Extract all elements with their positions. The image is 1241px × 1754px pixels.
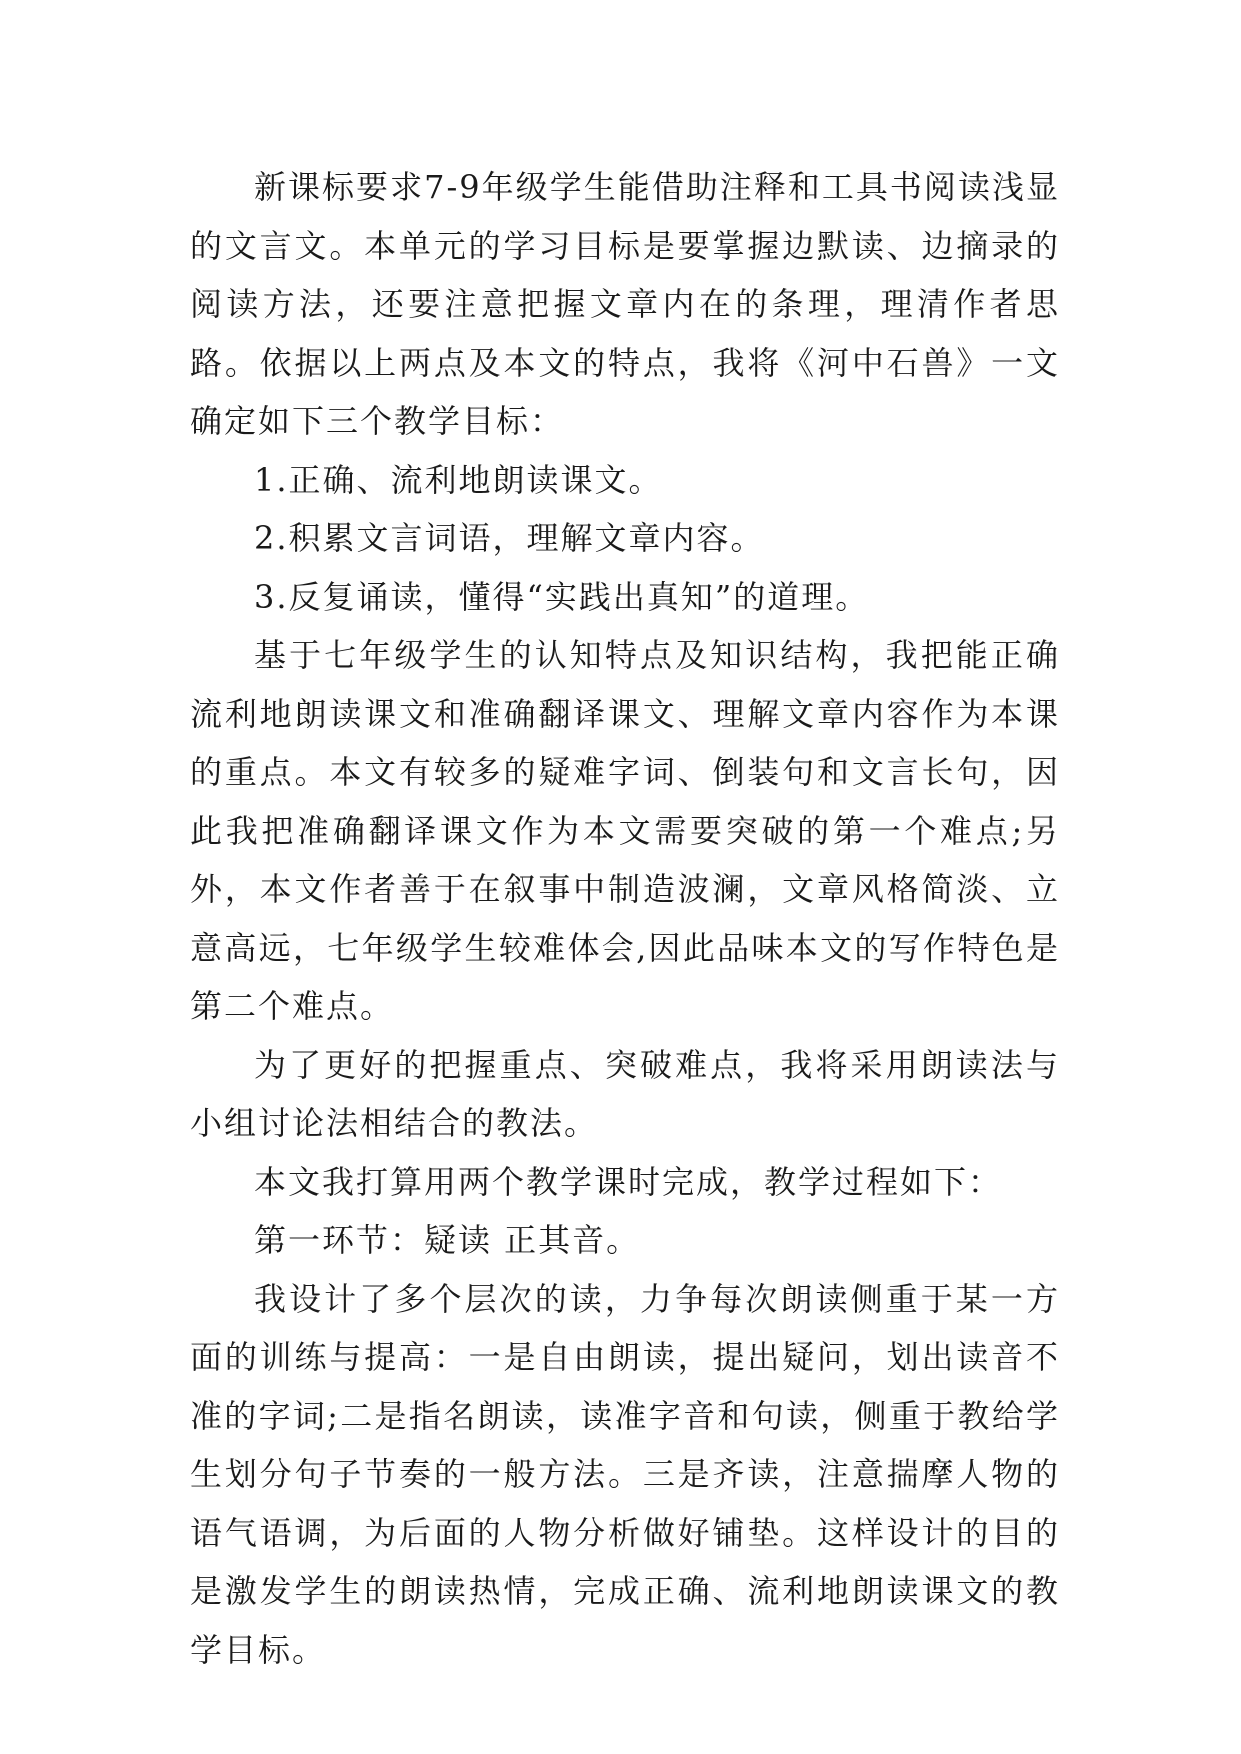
paragraph-goal-1: 1.正确、流利地朗读课文。 <box>254 460 663 499</box>
document-body <box>190 158 1060 1679</box>
paragraph-method: 为了更好的把握重点、突破难点，我将采用朗读法与小组讨论法相结合的教法。 <box>190 1045 1060 1142</box>
paragraph-goal-2: 2.积累文言词语，理解文章内容。 <box>254 519 765 557</box>
paragraph-section-1-heading: 第一环节：疑读 正其音。 <box>254 1221 641 1259</box>
paragraph-intro: 新课标要求7-9年级学生能借助注释和工具书阅读浅显的文言文。本单元的学习目标是要掌握边默读、边摘录的阅读方法，还要注意把握文章内在的条理，理清作者思路。依据以上两点及本文的特点，我将《河中石兽》一文确定如下三个教学目标： <box>190 168 1060 440</box>
paragraph-schedule: 本文我打算用两个教学课时完成，教学过程如下： <box>254 1162 1003 1201</box>
paragraph-section-1-body: 我设计了多个层次的读，力争每次朗读侧重于某一方面的训练与提高：一是自由朗读，提出疑问，划出读音不准的字词;二是指名朗读，读准字音和句读，侧重于教给学生划分句子节奏的一般方法。三是齐读，注意揣摩人物的语气语调，为后面的人物分析做好铺垫。这样设计的目的是激发学生的朗读热情，完成正确、流利地朗读课文的教学目标。 <box>190 1279 1060 1669</box>
paragraph-goal-3: 3.反复诵读，懂得“实践出真知”的道理。 <box>254 577 870 616</box>
paragraph-key-points: 基于七年级学生的认知特点及知识结构，我把能正确流利地朗读课文和准确翻译课文、理解文章内容作为本课的重点。本文有较多的疑难字词、倒装句和文言长句，因此我把准确翻译课文作为本文需要突破的第一个难点;另外，本文作者善于在叙事中制造波澜，文章风格简淡、立意高远，七年级学生较难体会,因此品味本文的写作特色是第二个难点。 <box>190 636 1060 1025</box>
